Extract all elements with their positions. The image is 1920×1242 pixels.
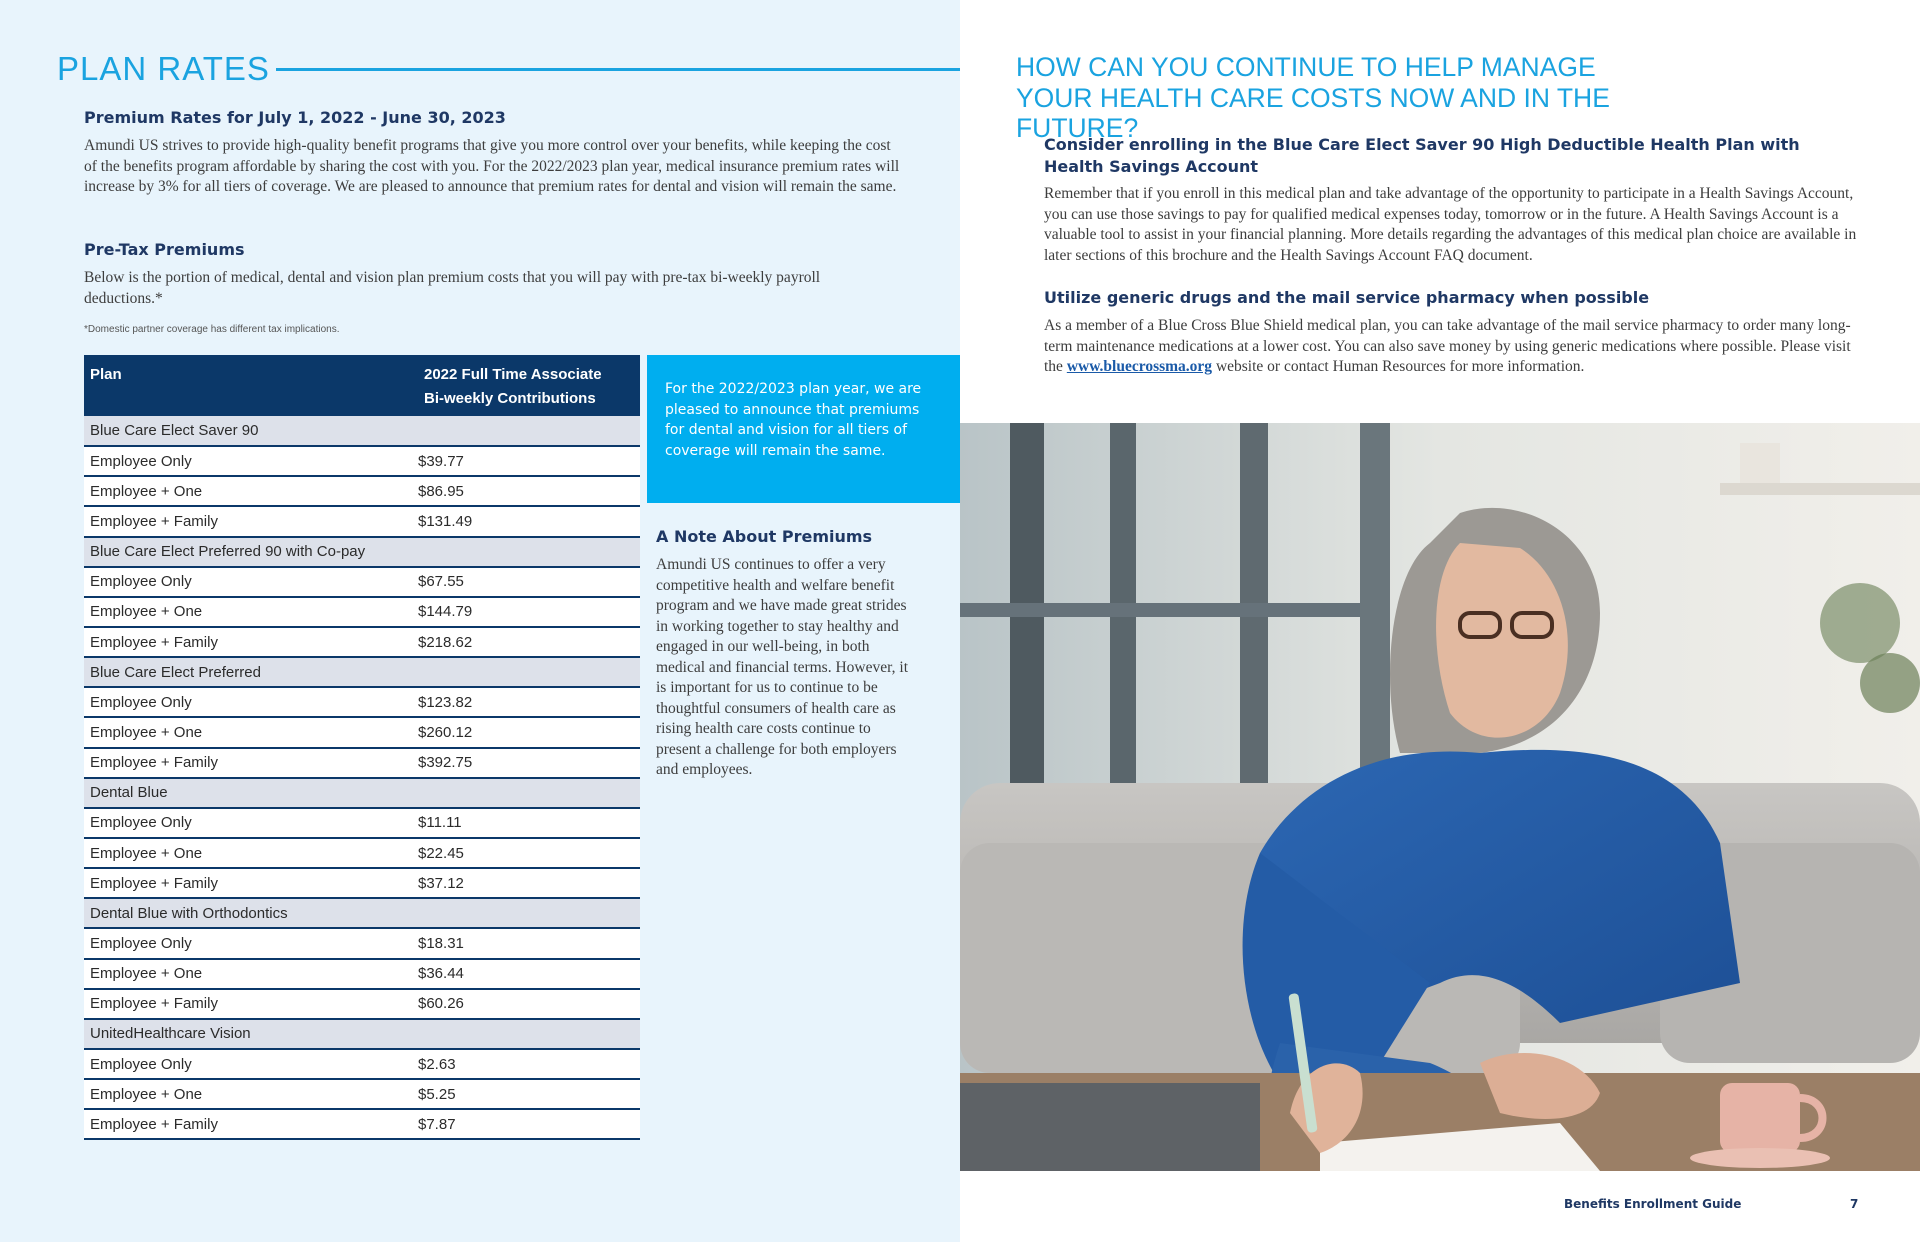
plan-group-name: Blue Care Elect Preferred 90 with Co-pay <box>84 537 640 567</box>
biweekly-contribution: $39.77 <box>418 446 640 476</box>
coverage-tier: Employee Only <box>84 928 418 958</box>
plan-group-name: Dental Blue <box>84 778 640 808</box>
coverage-tier: Employee + One <box>84 1079 418 1109</box>
table-row <box>84 959 640 989</box>
plan-group-name: Blue Care Elect Preferred <box>84 657 640 687</box>
biweekly-contribution: $131.49 <box>418 506 640 536</box>
biweekly-contribution: $22.45 <box>418 838 640 868</box>
biweekly-contribution: $2.63 <box>418 1049 640 1079</box>
coverage-tier: Employee Only <box>84 1049 418 1079</box>
premium-rates-heading: Premium Rates for July 1, 2022 - June 30, 2023 <box>84 108 506 127</box>
biweekly-contribution: $5.25 <box>418 1079 640 1109</box>
title-rule <box>276 68 960 71</box>
coverage-tier: Employee Only <box>84 687 418 717</box>
coverage-tier: Employee + One <box>84 838 418 868</box>
premium-rates-paragraph: Amundi US strives to provide high-quality benefit programs that give you more control over your benefits, while keeping the cost of the benefits program affordable by sharing the cost with you. For the 2022/2023 plan year, medical insurance premium rates will increase by 3% for all tiers of coverage. We are pleased to announce that premium rates for dental and vision will remain the same. <box>84 137 900 195</box>
note-paragraph: Amundi US continues to offer a very competitive health and welfare benefit program and we have made great strides in working together to stay healthy and engaged in our well-being, in both medical and financial terms. However, it is important for us to continue to be thoughtful consumers of health care as rising health care costs continue to present a challenge for both employers and employees. <box>656 556 909 778</box>
table-row <box>84 748 640 778</box>
drugs-text-after: website or contact Human Resources for more information. <box>1212 358 1585 375</box>
contributions-header-line1: 2022 Full Time Associate <box>424 366 602 383</box>
contributions-column-header <box>418 355 640 416</box>
biweekly-contribution: $144.79 <box>418 597 640 627</box>
biweekly-contribution: $218.62 <box>418 627 640 657</box>
coverage-tier: Employee Only <box>84 446 418 476</box>
coverage-tier: Employee + Family <box>84 868 418 898</box>
dental-vision-callout <box>647 355 960 503</box>
rates-table <box>84 355 640 1140</box>
biweekly-contribution: $18.31 <box>418 928 640 958</box>
plan-group-row <box>84 416 640 446</box>
plan-column-header: Plan <box>84 355 418 416</box>
generic-drugs-paragraph <box>1044 316 1864 378</box>
biweekly-contribution: $36.44 <box>418 959 640 989</box>
coverage-tier: Employee + Family <box>84 748 418 778</box>
biweekly-contribution: $11.11 <box>418 808 640 838</box>
hdhp-heading: Consider enrolling in the Blue Care Elect Saver 90 High Deductible Health Plan with Health Savings Account <box>1044 135 1800 176</box>
table-row <box>84 1109 640 1139</box>
plan-group-row <box>84 898 640 928</box>
biweekly-contribution: $7.87 <box>418 1109 640 1139</box>
page-number: 7 <box>1850 1197 1859 1211</box>
biweekly-contribution: $123.82 <box>418 687 640 717</box>
coverage-tier: Employee + Family <box>84 627 418 657</box>
photo-woman-writing <box>960 423 1920 1171</box>
pretax-paragraph: Below is the portion of medical, dental and vision plan premium costs that you will pay with pre-tax bi-weekly payroll deductions.* <box>84 269 821 307</box>
table-row <box>84 597 640 627</box>
right-page <box>960 0 1920 1242</box>
coverage-tier: Employee Only <box>84 567 418 597</box>
table-row <box>84 476 640 506</box>
table-row <box>84 868 640 898</box>
table-row <box>84 446 640 476</box>
plan-group-row <box>84 1019 640 1049</box>
footer-guide-label: Benefits Enrollment Guide <box>1564 1197 1742 1211</box>
coverage-tier: Employee + One <box>84 959 418 989</box>
table-header-row <box>84 355 640 416</box>
coverage-tier: Employee + One <box>84 476 418 506</box>
plan-group-name: UnitedHealthcare Vision <box>84 1019 640 1049</box>
note-heading: A Note About Premiums <box>656 527 873 546</box>
pretax-heading: Pre-Tax Premiums <box>84 240 245 259</box>
table-row <box>84 717 640 747</box>
coverage-tier: Employee + Family <box>84 989 418 1019</box>
drugs-text-before: As a member of a Blue Cross Blue Shield medical plan, you can take advantage of the mail service pharmacy to order many long-term maintenance medications at a lower cost. You can also save money by using generic medications where possible. Please visit the <box>1044 317 1851 375</box>
coverage-tier: Employee + Family <box>84 506 418 536</box>
biweekly-contribution: $37.12 <box>418 868 640 898</box>
table-row <box>84 506 640 536</box>
contributions-header-line2: Bi-weekly Contributions <box>424 390 596 407</box>
hdhp-paragraph: Remember that if you enroll in this medical plan and take advantage of the opportunity to participate in a Health Savings Account, you can use those savings to pay for qualified medical expenses today, tomorrow or in the future. A Health Savings Account is a valuable tool to assist in your financial planning. More details regarding the advantages of this medical plan choice are available in later sections of this brochure and the Health Savings Account FAQ document. <box>1044 185 1857 264</box>
biweekly-contribution: $86.95 <box>418 476 640 506</box>
biweekly-contribution: $260.12 <box>418 717 640 747</box>
footnote: *Domestic partner coverage has different tax implications. <box>84 324 340 335</box>
section-title: HOW CAN YOU CONTINUE TO HELP MANAGE YOUR HEALTH CARE COSTS NOW AND IN THE FUTURE? <box>1016 52 1610 143</box>
coverage-tier: Employee + Family <box>84 1109 418 1139</box>
table-row <box>84 687 640 717</box>
page-title: PLAN RATES <box>57 50 270 87</box>
photo-illustration <box>960 423 1920 1171</box>
biweekly-contribution: $67.55 <box>418 567 640 597</box>
table-row <box>84 1049 640 1079</box>
plan-group-row <box>84 778 640 808</box>
plan-group-name: Dental Blue with Orthodontics <box>84 898 640 928</box>
plan-group-row <box>84 537 640 567</box>
plan-group-name: Blue Care Elect Saver 90 <box>84 416 640 446</box>
table-row <box>84 838 640 868</box>
plan-group-row <box>84 657 640 687</box>
coverage-tier: Employee Only <box>84 808 418 838</box>
table-row <box>84 627 640 657</box>
biweekly-contribution: $60.26 <box>418 989 640 1019</box>
biweekly-contribution: $392.75 <box>418 748 640 778</box>
coverage-tier: Employee + One <box>84 597 418 627</box>
table-row <box>84 567 640 597</box>
coverage-tier: Employee + One <box>84 717 418 747</box>
table-row <box>84 928 640 958</box>
table-row <box>84 1079 640 1109</box>
callout-text: For the 2022/2023 plan year, we are pleased to announce that premiums for dental and vision for all tiers of coverage will remain the same. <box>665 381 922 459</box>
rates-table-body <box>84 416 640 1139</box>
table-row <box>84 808 640 838</box>
table-row <box>84 989 640 1019</box>
generic-drugs-heading: Utilize generic drugs and the mail service pharmacy when possible <box>1044 288 1650 307</box>
bluecross-link[interactable]: www.bluecrossma.org <box>1066 358 1213 375</box>
